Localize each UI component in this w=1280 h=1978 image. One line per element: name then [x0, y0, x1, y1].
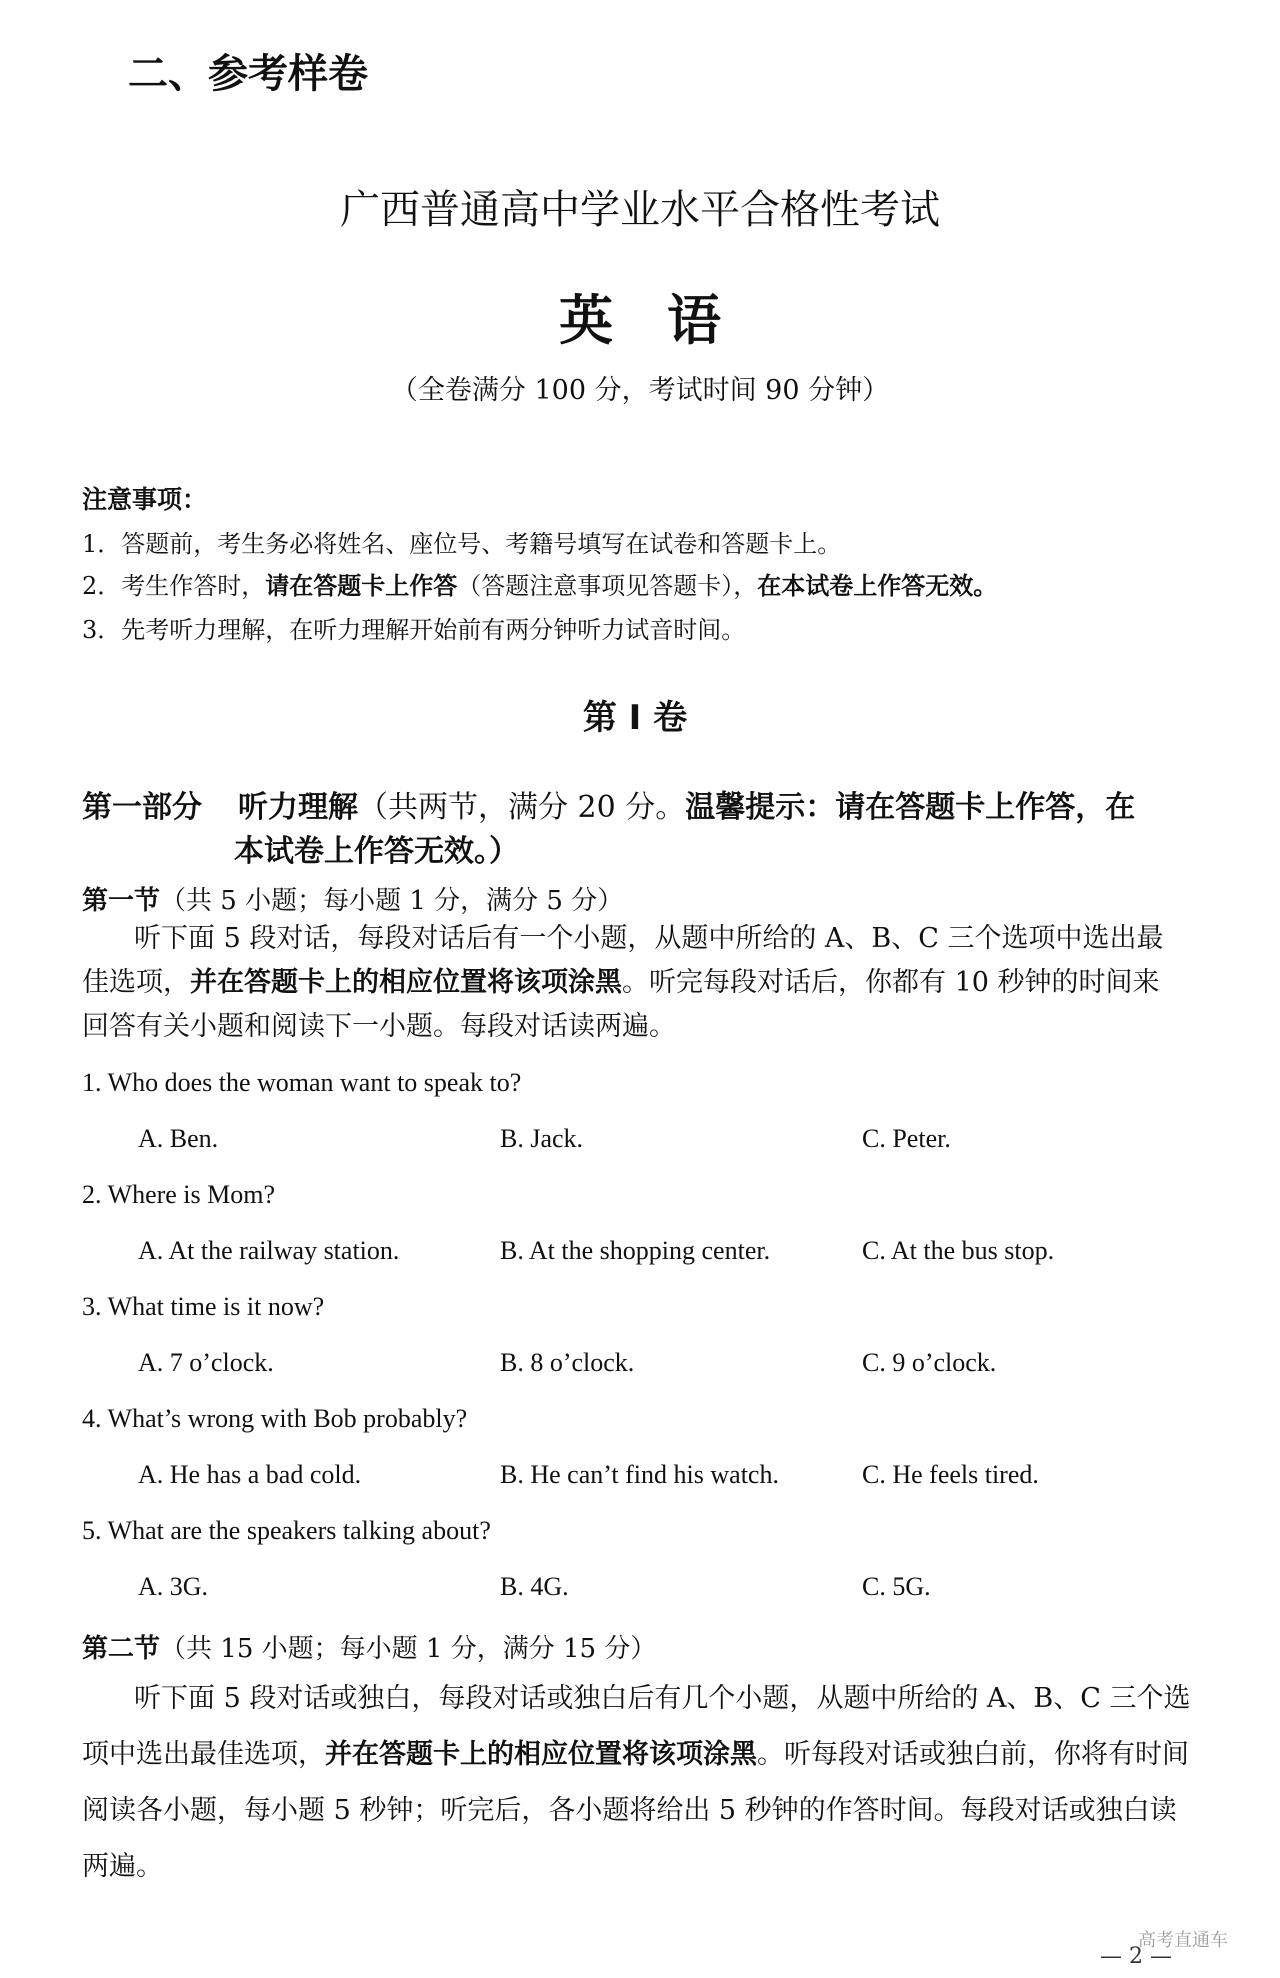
- option-c: C. Peter.: [862, 1124, 951, 1153]
- section1-instructions-l1: 听下面 5 段对话，每段对话后有一个小题，从题中所给的 A、B、C 三个选项中选出最: [134, 923, 1164, 954]
- exam-title: 广西普通高中学业水平合格性考试: [340, 187, 940, 233]
- option-c: C. 5G.: [862, 1572, 931, 1601]
- option-a: A. 7 o’clock.: [138, 1348, 274, 1377]
- option-c: C. He feels tired.: [862, 1460, 1039, 1489]
- part1-title-main: 听力理解: [238, 790, 358, 825]
- section2-instr-a: 项中选出最佳选项，: [82, 1739, 325, 1770]
- section2-instr-c: 。听每段对话或独白前，你将有时间: [757, 1739, 1189, 1770]
- question-text: 3. What time is it now?: [82, 1292, 325, 1321]
- option-a: A. Ben.: [138, 1124, 219, 1153]
- section1-instr-a: 佳选项，: [82, 967, 190, 998]
- section2-instructions-l3: 阅读各小题，每小题 5 秒钟；听完后，各小题将给出 5 秒钟的作答时间。每段对话或独白读: [82, 1795, 1177, 1826]
- option-b: B. Jack.: [500, 1124, 584, 1153]
- option-b: B. He can’t find his watch.: [500, 1460, 779, 1489]
- question-text: 1. Who does the woman want to speak to?: [82, 1068, 522, 1097]
- option-b: B. 4G.: [500, 1572, 569, 1601]
- section1-header: [82, 880, 623, 917]
- notice-item-3: 3．先考听力理解，在听力理解开始前有两分钟听力试音时间。: [82, 616, 746, 644]
- notice-item-2-c: （答题注意事项见答题卡），: [457, 572, 758, 600]
- section2-instr-bold: 并在答题卡上的相应位置将该项涂黑: [325, 1739, 757, 1770]
- volume-title: 第 I 卷: [582, 698, 688, 738]
- watermark: 高考直通车: [1138, 1930, 1228, 1951]
- score-time: （全卷满分 100 分，考试时间 90 分钟）: [390, 375, 890, 406]
- part1-title: [82, 782, 1135, 826]
- question-text: 5. What are the speakers talking about?: [82, 1516, 491, 1545]
- part1-title-meta: （共两节，满分 20 分。: [358, 790, 686, 825]
- notice-item-2-d: 在本试卷上作答无效。: [757, 572, 998, 600]
- section2-label: 第二节: [82, 1634, 161, 1664]
- section2-header: [82, 1628, 656, 1665]
- option-c: C. At the bus stop.: [862, 1236, 1055, 1265]
- option-a: A. 3G.: [138, 1572, 209, 1601]
- notice-heading: 注意事项：: [82, 485, 208, 514]
- section2-instructions-l4: 两遍。: [82, 1851, 163, 1882]
- part1-label: 第一部分: [82, 790, 202, 825]
- notice-item-2-b: 请在答题卡上作答: [265, 572, 458, 600]
- option-a: A. At the railway station.: [138, 1236, 400, 1265]
- question-text: 2. Where is Mom?: [82, 1180, 276, 1209]
- section2-instructions-l2: [82, 1732, 1189, 1777]
- part1-title-hint: 温馨提示：请在答题卡上作答，在: [685, 790, 1136, 825]
- notice-item-2-a: 2．考生作答时，: [82, 572, 266, 600]
- question-text: 4. What’s wrong with Bob probably?: [82, 1404, 468, 1433]
- section1-label: 第一节: [82, 886, 161, 916]
- option-b: B. At the shopping center.: [500, 1236, 771, 1265]
- section1-instructions-l2: [82, 960, 1160, 1005]
- page-number: — 2 —: [1100, 1944, 1172, 1969]
- section-heading: 二、参考样卷: [128, 51, 368, 97]
- section2-meta: （共 15 小题；每小题 1 分，满分 15 分）: [160, 1634, 657, 1664]
- subject-title: 英 语: [559, 289, 721, 352]
- part1-title-line2: 本试卷上作答无效。）: [234, 834, 519, 869]
- option-a: A. He has a bad cold.: [138, 1460, 362, 1489]
- option-c: C. 9 o’clock.: [862, 1348, 997, 1377]
- section2-instructions-l1: 听下面 5 段对话或独白，每段对话或独白后有几个小题，从题中所给的 A、B、C 三个选: [134, 1683, 1191, 1714]
- notice-item-2: [82, 566, 997, 601]
- section1-instr-bold: 并在答题卡上的相应位置将该项涂黑: [190, 967, 622, 998]
- section1-instr-c: 。听完每段对话后，你都有 10 秒钟的时间来: [622, 967, 1160, 998]
- section1-meta: （共 5 小题；每小题 1 分，满分 5 分）: [160, 886, 624, 916]
- section1-instructions-l3: 回答有关小题和阅读下一小题。每段对话读两遍。: [82, 1011, 676, 1042]
- option-b: B. 8 o’clock.: [500, 1348, 635, 1377]
- notice-item-1: 1．答题前，考生务必将姓名、座位号、考籍号填写在试卷和答题卡上。: [82, 530, 842, 558]
